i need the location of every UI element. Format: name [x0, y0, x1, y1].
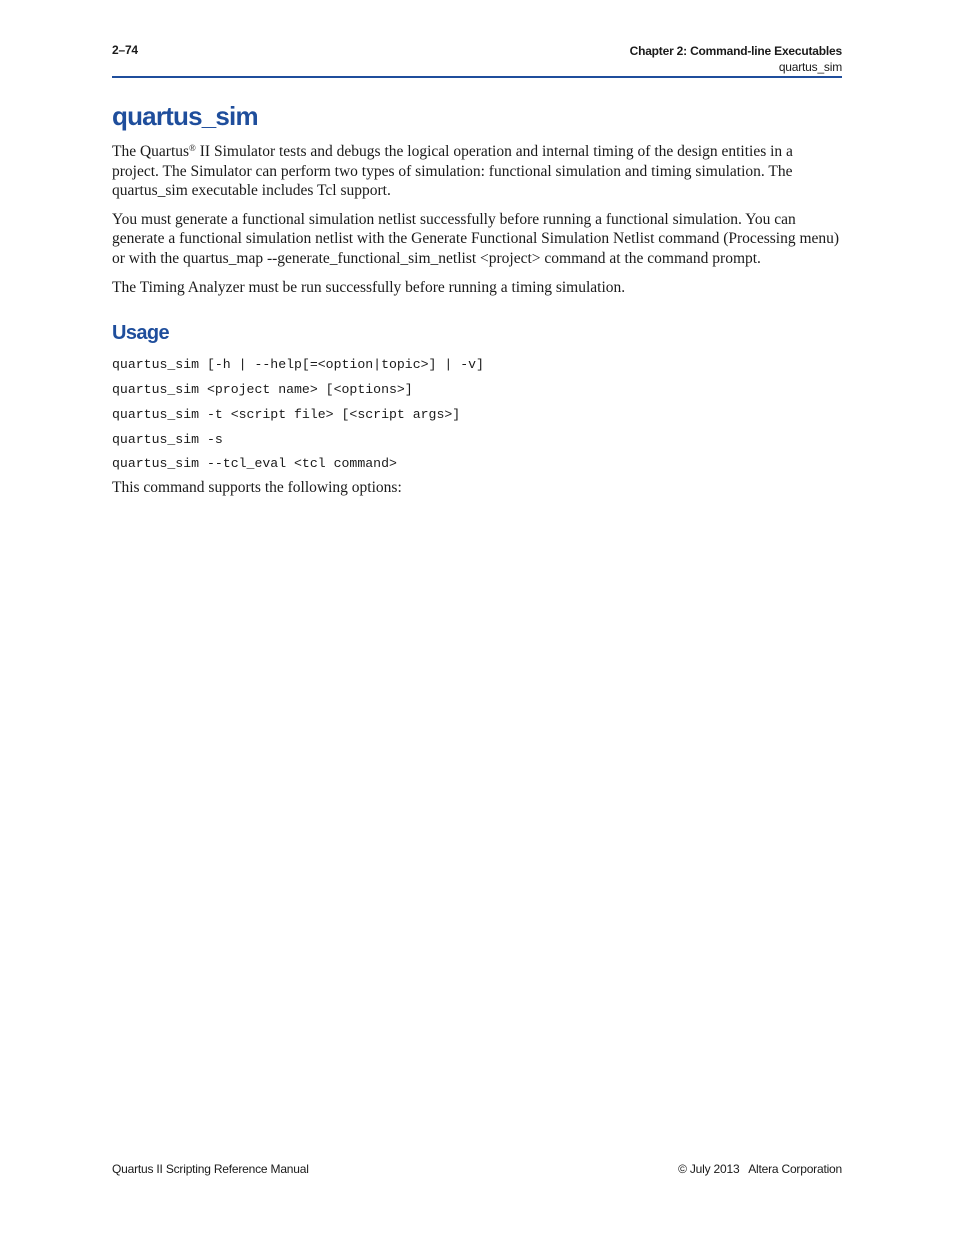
footer-right — [678, 1162, 842, 1176]
usage-line: quartus_sim [-h | --help[=<option|topic>] | -v] — [112, 357, 484, 373]
header-rule — [112, 76, 842, 78]
section-title: quartus_sim — [778, 60, 842, 74]
intro-text-start: The Quartus — [112, 143, 190, 160]
options-intro: This command supports the following options: — [112, 479, 402, 497]
running-header — [630, 43, 842, 75]
intro-text-rest: II Simulator tests and debugs the logical operation and internal timing of the design entities in a project. The Simulator can perform two types of simulation: functional simulation and timing simulation. The quartus_sim executable includes Tcl support. — [112, 143, 793, 200]
footer-date: © July 2013 — [678, 1162, 740, 1176]
page-title: quartus_sim — [112, 101, 258, 131]
usage-line: quartus_sim -s — [112, 431, 223, 447]
footer-company: Altera Corporation — [748, 1162, 842, 1176]
footer-manual-title: Quartus II Scripting Reference Manual — [112, 1162, 309, 1176]
usage-heading: Usage — [112, 322, 170, 345]
main-content — [112, 142, 842, 507]
netlist-paragraph: You must generate a functional simulation netlist successfully before running a functional simulation. You can generate a functional simulation netlist with the Generate Functional Simulation Netlist command (Processing menu) or with the quartus_map --generate_functional_sim_netlist <project> command at the command prompt. — [112, 210, 840, 267]
intro-paragraph — [112, 142, 842, 201]
timing-paragraph: The Timing Analyzer must be run successfully before running a timing simulation. — [112, 278, 626, 296]
page-number: 2–74 — [112, 43, 138, 57]
chapter-title: Chapter 2: Command-line Executables — [629, 44, 842, 58]
usage-line: quartus_sim -t <script file> [<script args>] — [112, 406, 461, 422]
usage-line: quartus_sim --tcl_eval <tcl command> — [112, 456, 397, 472]
registered-mark: ® — [189, 143, 196, 153]
usage-line: quartus_sim <project name> [<options>] — [112, 381, 413, 397]
usage-code-block — [112, 353, 842, 477]
